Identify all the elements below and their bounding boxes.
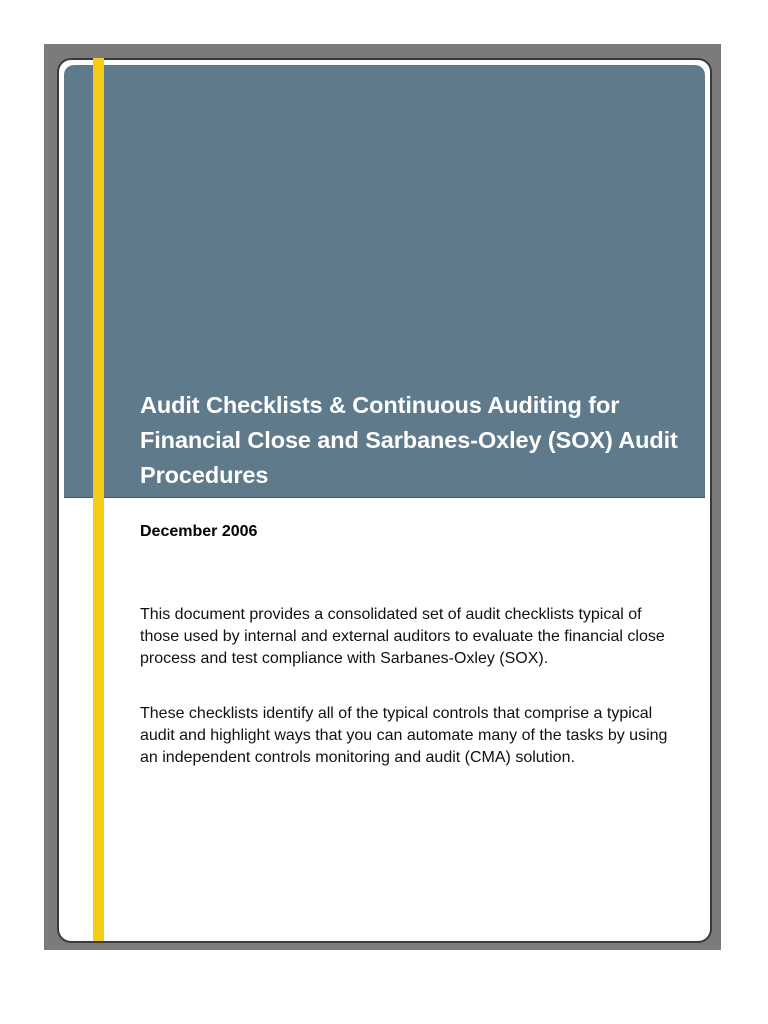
document-title: Audit Checklists & Continuous Auditing for Financial Close and Sarbanes-Oxley (SOX) Audit Procedures [140,392,678,488]
document-date: December 2006 [140,523,258,540]
summary-paragraph: These checklists identify all of the typical controls that comprise a typical audit and highlight ways that you can automate many of the tasks by using an independent controls monitoring and audit (CMA) solution. [140,705,668,766]
intro-paragraph: This document provides a consolidated set of audit checklists typical of those used by internal and external auditors to evaluate the financial close process and test compliance with Sarbanes-Oxley (SOX). [140,606,665,667]
accent-bar [93,58,104,941]
cover-card [57,58,712,943]
